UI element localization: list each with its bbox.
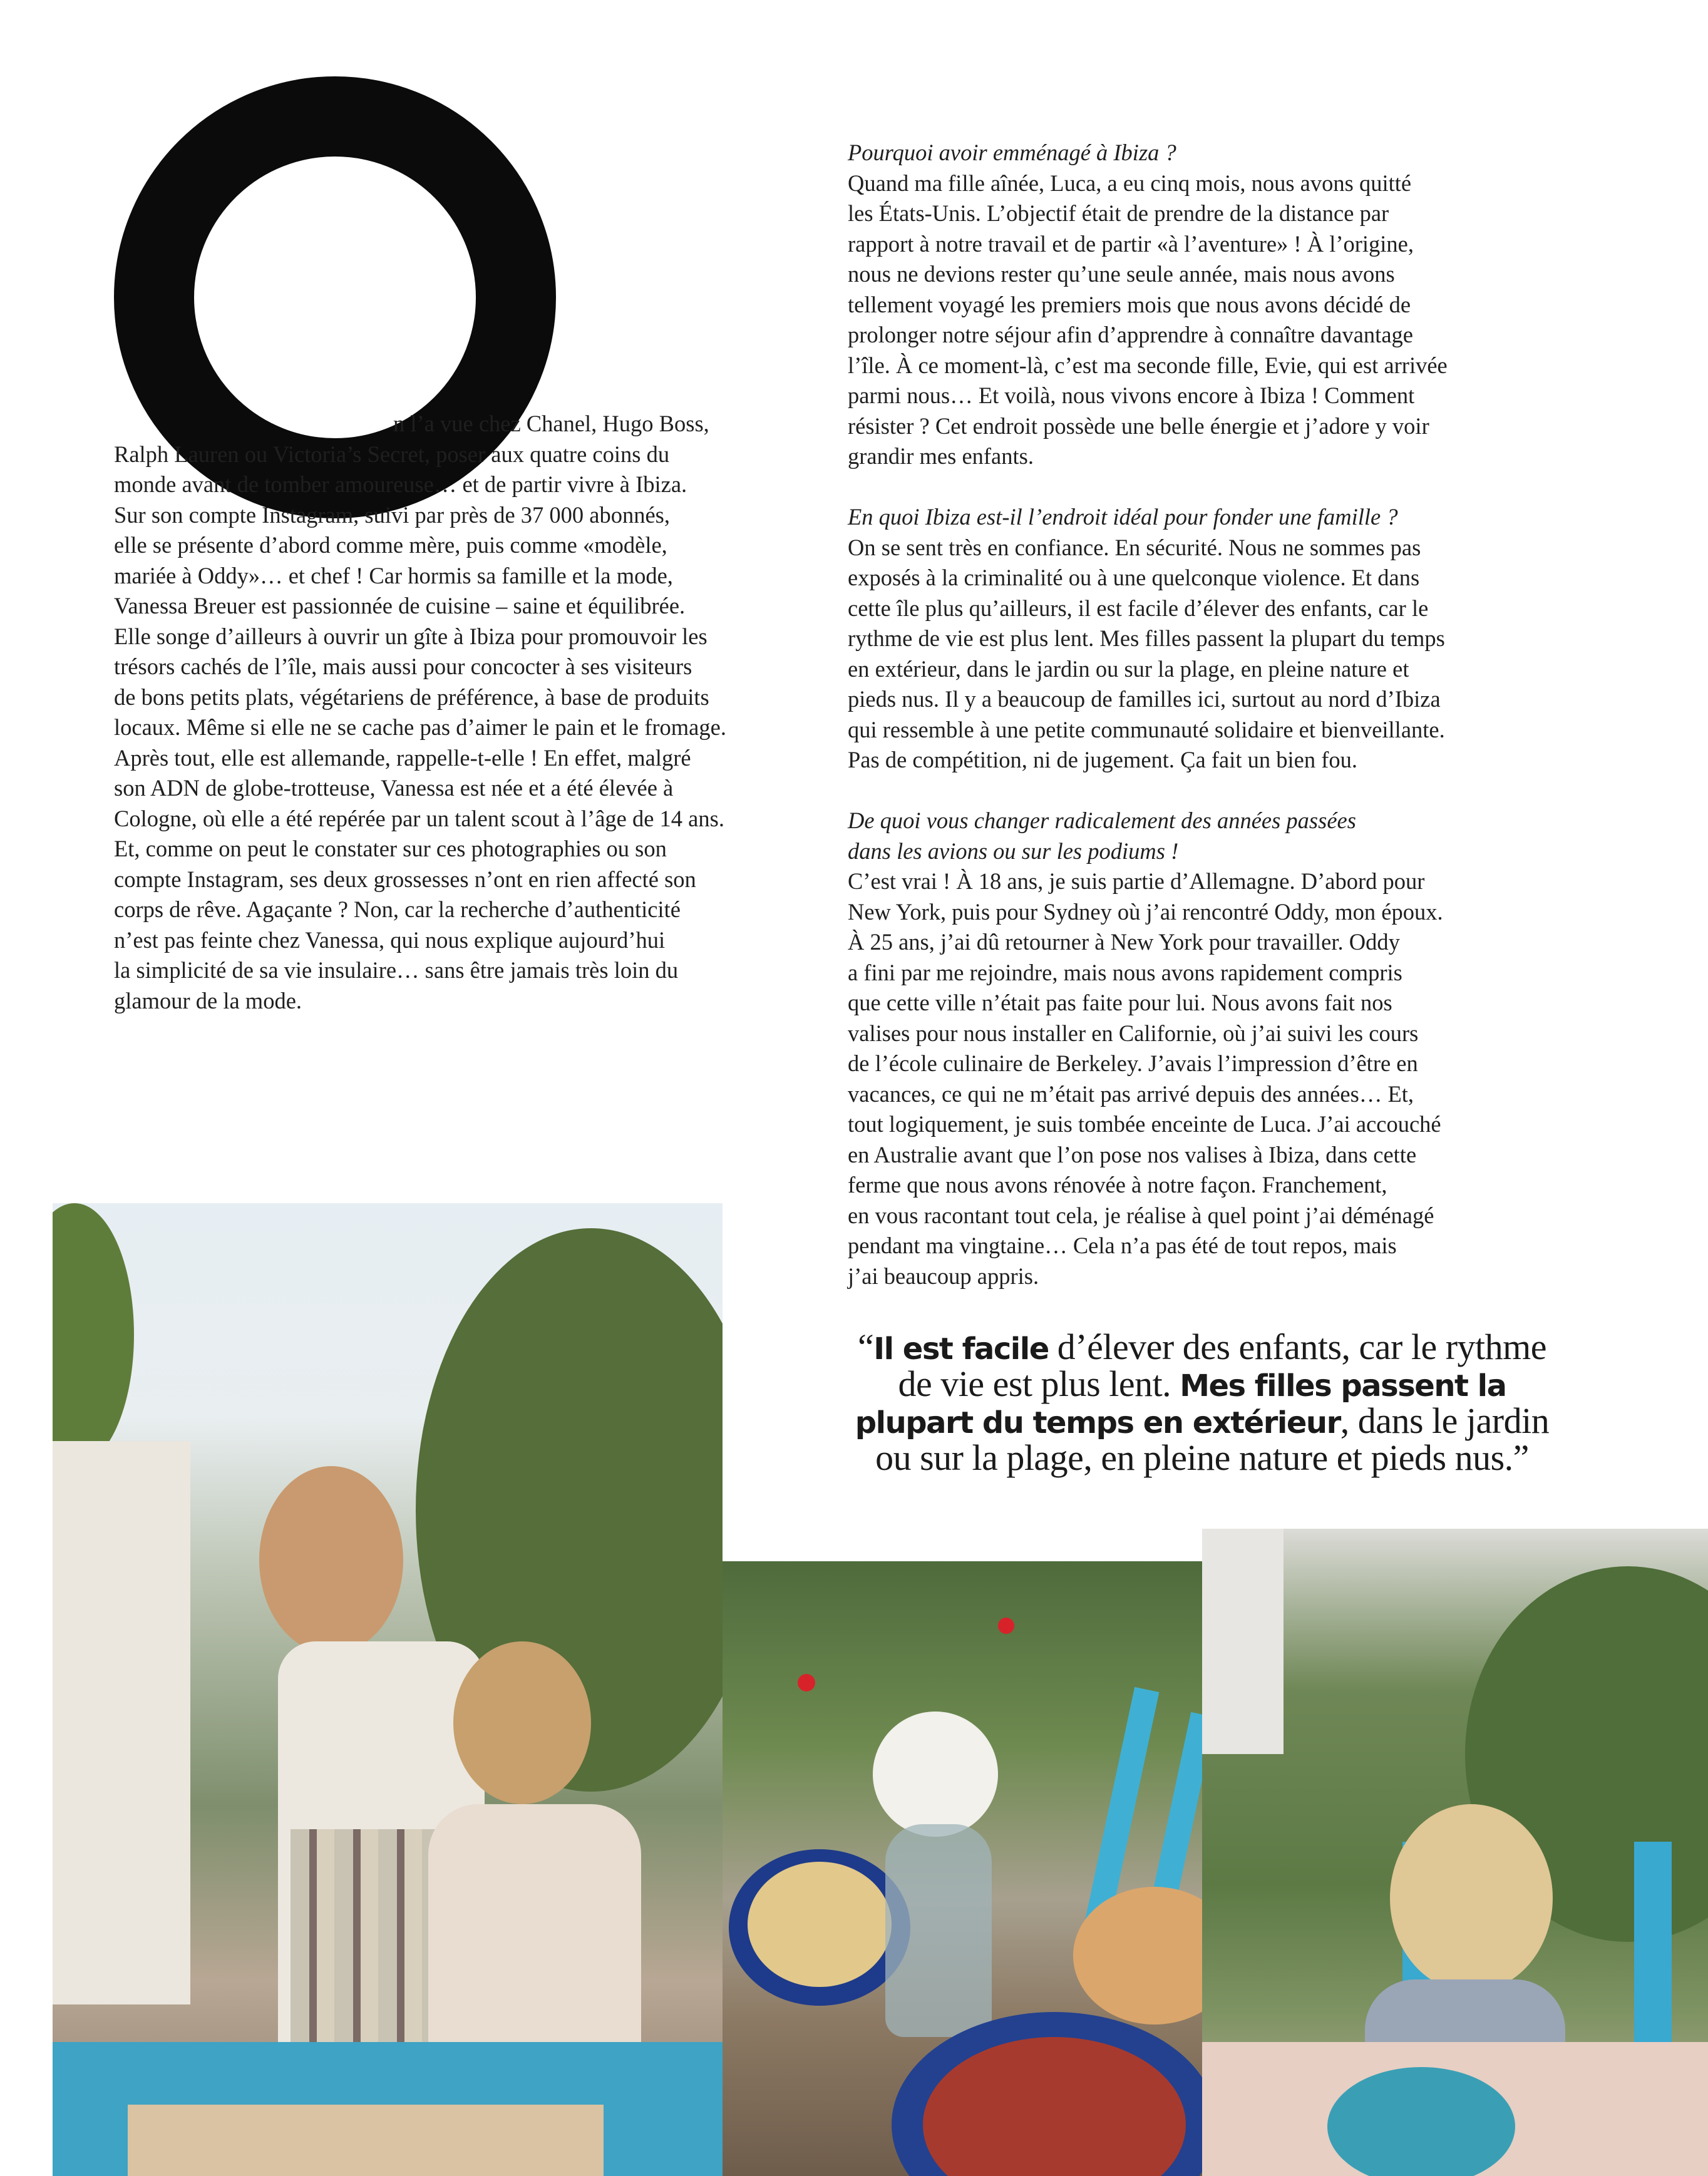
intro-line: glamour de la mode. bbox=[114, 987, 302, 1014]
intro-line: corps de rêve. Agaçante ? Non, car la recherche d’authenticité bbox=[114, 896, 681, 922]
answer-line: de l’école culinaire de Berkeley. J’avais l’impression d’être en bbox=[848, 1050, 1418, 1076]
intro-line: son ADN de globe-trotteuse, Vanessa est née et a été élevée à bbox=[114, 775, 674, 801]
intro-line: Sur son compte Instagram, suivi par près de 37 000 abonnés, bbox=[114, 501, 670, 528]
question-2: En quoi Ibiza est-il l’endroit idéal pour fonder une famille ? bbox=[848, 504, 1398, 530]
intro-line: Cologne, où elle a été repérée par un talent scout à l’âge de 14 ans. bbox=[114, 805, 724, 831]
photo-mother-and-daughter bbox=[53, 1203, 723, 2176]
intro-line: elle se présente d’abord comme mère, puis comme «modèle, bbox=[114, 532, 667, 558]
quote-bold-1: Il est facile bbox=[873, 1332, 1049, 1367]
answer-line: parmi nous… Et voilà, nous vivons encore à Ibiza ! Comment bbox=[848, 382, 1415, 408]
answer-line: qui ressemble à une petite communauté solidaire et bienveillante. bbox=[848, 716, 1445, 742]
answer-line: pieds nus. Il y a beaucoup de familles ici, surtout au nord d’Ibiza bbox=[848, 686, 1441, 712]
answer-line: cette île plus qu’ailleurs, il est facile d’élever des enfants, car le bbox=[848, 595, 1429, 621]
answer-line: l’île. À ce moment-là, c’est ma seconde fille, Evie, qui est arrivée bbox=[848, 352, 1448, 378]
intro-line: trésors cachés de l’île, mais aussi pour concocter à ses visiteurs bbox=[114, 654, 692, 679]
intro-line: Ralph Lauren ou Victoria’s Secret, poser aux quatre coins du bbox=[114, 441, 670, 467]
answer-line: On se sent très en confiance. En sécurité. Nous ne sommes pas bbox=[848, 534, 1421, 560]
question-3-line-1: De quoi vous changer radicalement des années passées bbox=[848, 808, 1356, 833]
answer-line: tellement voyagé les premiers mois que nous avons décidé de bbox=[848, 291, 1411, 317]
answer-line: vacances, ce qui ne m’était pas arrivé depuis des années… Et, bbox=[848, 1080, 1414, 1107]
quote-text-1: d’élever des enfants, car le rythme bbox=[1048, 1327, 1546, 1367]
quote-text-4: ou sur la plage, en pleine nature et pieds nus. bbox=[875, 1437, 1513, 1478]
answer-line: les États-Unis. L’objectif était de prendre de la distance par bbox=[848, 200, 1389, 226]
answer-line: Pas de compétition, ni de jugement. Ça fait un bien fou. bbox=[848, 747, 1357, 772]
photo-table-flowers bbox=[723, 1561, 1202, 2176]
answer-line: rapport à notre travail et de partir «à l’aventure» ! À l’origine, bbox=[848, 230, 1414, 257]
answer-line: valises pour nous installer en Californie, où j’ai suivi les cours bbox=[848, 1020, 1419, 1046]
answer-line: en extérieur, dans le jardin ou sur la plage, en pleine nature et bbox=[848, 655, 1409, 682]
answer-line: New York, puis pour Sydney où j’ai rencontré Oddy, mon époux. bbox=[848, 898, 1443, 925]
intro-column bbox=[114, 409, 821, 1016]
intro-line: n l’a vue chez Chanel, Hugo Boss, bbox=[393, 411, 709, 436]
interview-column bbox=[848, 138, 1555, 1291]
answer-line: j’ai beaucoup appris. bbox=[848, 1263, 1039, 1289]
intro-line: Elle songe d’ailleurs à ouvrir un gîte à Ibiza pour promouvoir les bbox=[114, 623, 707, 649]
pull-quote bbox=[851, 1327, 1553, 1478]
intro-line: de bons petits plats, végétariens de préférence, à base de produits bbox=[114, 684, 709, 710]
answer-line: Quand ma fille aînée, Luca, a eu cinq mois, nous avons quitté bbox=[848, 170, 1412, 196]
intro-line: mariée à Oddy»… et chef ! Car hormis sa famille et la mode, bbox=[114, 562, 673, 588]
answer-line: À 25 ans, j’ai dû retourner à New York pour travailler. Oddy bbox=[848, 929, 1400, 955]
question-3-line-2: dans les avions ou sur les podiums ! bbox=[848, 838, 1179, 864]
answer-line: pendant ma vingtaine… Cela n’a pas été de tout repos, mais bbox=[848, 1233, 1397, 1258]
answer-line: a fini par me rejoindre, mais nous avons rapidement compris bbox=[848, 959, 1402, 985]
quote-bold-3: plupart du temps en extérieur bbox=[855, 1405, 1340, 1440]
quote-text-3: , dans le jardin bbox=[1340, 1400, 1550, 1441]
answer-line: C’est vrai ! À 18 ans, je suis partie d’Allemagne. D’abord pour bbox=[848, 868, 1425, 894]
answer-line: en Australie avant que l’on pose nos valises à Ibiza, dans cette bbox=[848, 1141, 1417, 1168]
answer-line: prolonger notre séjour afin d’apprendre à connaître davantage bbox=[848, 322, 1413, 347]
intro-line: n’est pas feinte chez Vanessa, qui nous explique aujourd’hui bbox=[114, 926, 666, 953]
intro-line: la simplicité de sa vie insulaire… sans être jamais très loin du bbox=[114, 957, 679, 983]
intro-line: Après tout, elle est allemande, rappelle-t-elle ! En effet, malgré bbox=[114, 744, 691, 771]
question-1: Pourquoi avoir emménagé à Ibiza ? bbox=[848, 140, 1176, 165]
answer-line: que cette ville n’était pas faite pour lui. Nous avons fait nos bbox=[848, 990, 1392, 1015]
quote-text-2: de vie est plus lent. bbox=[898, 1363, 1180, 1404]
intro-line: locaux. Même si elle ne se cache pas d’aimer le pain et le fromage. bbox=[114, 714, 726, 740]
answer-line: en vous racontant tout cela, je réalise à quel point j’ai déménagé bbox=[848, 1202, 1434, 1228]
answer-line: exposés à la criminalité ou à une quelconque violence. Et dans bbox=[848, 565, 1420, 590]
intro-line: compte Instagram, ses deux grossesses n’ont en rien affecté son bbox=[114, 866, 696, 892]
quote-bold-2: Mes filles passent la bbox=[1180, 1368, 1506, 1404]
answer-line: nous ne devions rester qu’une seule année, mais nous avons bbox=[848, 261, 1395, 287]
photo-child-eating bbox=[1202, 1529, 1708, 2176]
answer-line: grandir mes enfants. bbox=[848, 443, 1034, 469]
answer-line: rythme de vie est plus lent. Mes filles passent la plupart du temps bbox=[848, 625, 1445, 651]
quote-open-mark: “ bbox=[858, 1327, 874, 1367]
answer-line: tout logiquement, je suis tombée enceinte de Luca. J’ai accouché bbox=[848, 1111, 1441, 1137]
quote-close-mark: ” bbox=[1513, 1437, 1529, 1478]
answer-line: ferme que nous avons rénovée à notre façon. Franchement, bbox=[848, 1172, 1387, 1198]
intro-line: monde avant de tomber amoureuse… et de partir vivre à Ibiza. bbox=[114, 471, 687, 497]
answer-line: résister ? Cet endroit possède une belle énergie et j’adore y voir bbox=[848, 413, 1429, 439]
intro-line: Et, comme on peut le constater sur ces photographies ou son bbox=[114, 836, 667, 861]
intro-line: Vanessa Breuer est passionnée de cuisine – saine et équilibrée. bbox=[114, 593, 686, 618]
